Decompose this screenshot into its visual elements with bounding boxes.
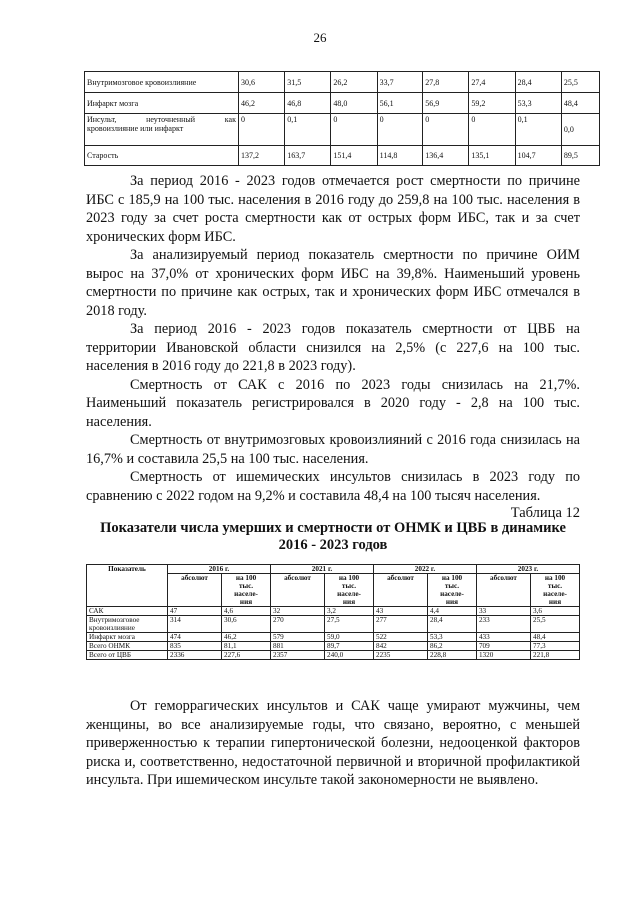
cell: 46,2 — [239, 93, 285, 114]
cell: 30,6 — [222, 616, 271, 633]
paragraph: Смертность от внутримозговых кровоизлияний с 2016 года снизилась на 16,7% и составила 25,5 на 100 тыс. населения. — [86, 432, 580, 467]
cell: 0,1 — [515, 114, 561, 146]
table-row — [85, 72, 600, 93]
cell: 31,5 — [285, 72, 331, 93]
cell: 1320 — [476, 651, 530, 660]
cell: 104,7 — [515, 146, 561, 166]
cell: 277 — [373, 616, 427, 633]
cell: 30,6 — [239, 72, 285, 93]
table-title-line: Показатели числа умерших и смертности от ОНМК и ЦВБ в динамике — [100, 520, 566, 536]
row-label: Всего ОНМК — [87, 642, 168, 651]
cell: 151,4 — [331, 146, 377, 166]
cell: 881 — [270, 642, 324, 651]
table-onmk-cvb — [86, 564, 580, 660]
row-label-line: кровоизлияние или инфаркт — [87, 124, 184, 133]
table-header-row — [87, 565, 580, 574]
cell: 136,4 — [423, 146, 469, 166]
cell: 0 — [331, 114, 377, 146]
cell: 43 — [373, 607, 427, 616]
cell: 32 — [270, 607, 324, 616]
cell: 33 — [476, 607, 530, 616]
table-row — [85, 93, 600, 114]
cell: 0 — [377, 114, 423, 146]
cell: 53,3 — [428, 633, 477, 642]
cell: 0,0 — [561, 114, 599, 146]
cell: 579 — [270, 633, 324, 642]
paragraph: Смертность от ишемических инсультов снизилась в 2023 году по сравнению с 2022 годом на 9,2% и составила 48,4 на 100 тысяч населения. — [86, 469, 580, 504]
table-row — [87, 642, 580, 651]
table-number: Таблица 12 — [510, 505, 580, 521]
cell: 842 — [373, 642, 427, 651]
paragraph: От геморрагических инсультов и САК чаще умирают мужчины, чем женщины, во все анализируемые годы, что связано, вероятно, с меньшей приверженностью к терапии гипертонической болезни, недооценкой факторов риска и, соответственно, недостаточной первичной и вторичной профилактикой инсульта. При ишемическом инсульте такой закономерности не выявлено. — [86, 698, 580, 788]
cell: 3,2 — [325, 607, 374, 616]
cell: 233 — [476, 616, 530, 633]
table-row — [87, 651, 580, 660]
cell: 228,8 — [428, 651, 477, 660]
cell: 2235 — [373, 651, 427, 660]
table-row — [87, 616, 580, 633]
cell: 27,5 — [325, 616, 374, 633]
year-header: 2021 г. — [270, 565, 373, 574]
cell: 163,7 — [285, 146, 331, 166]
year-header: 2023 г. — [476, 565, 579, 574]
subheader-absolute: абсолют — [373, 574, 427, 607]
cell: 433 — [476, 633, 530, 642]
cell: 240,0 — [325, 651, 374, 660]
cell: 26,2 — [331, 72, 377, 93]
cell: 227,6 — [222, 651, 271, 660]
cell: 0 — [469, 114, 515, 146]
table-row — [87, 607, 580, 616]
row-label: Инфаркт мозга — [87, 633, 168, 642]
cell: 4,6 — [222, 607, 271, 616]
cell: 3,6 — [531, 607, 580, 616]
table-title-line: 2016 - 2023 годов — [278, 537, 388, 553]
table-row — [87, 633, 580, 642]
row-label: Старость — [85, 146, 239, 166]
table-row — [85, 146, 600, 166]
subheader-absolute: абсолют — [476, 574, 530, 607]
subheader-rate: на 100 тыс. населе- ния — [325, 574, 374, 607]
cell: 59,0 — [325, 633, 374, 642]
cell: 114,8 — [377, 146, 423, 166]
cell: 28,4 — [428, 616, 477, 633]
subheader-absolute: абсолют — [270, 574, 324, 607]
cell: 56,9 — [423, 93, 469, 114]
row-label: Внутримозговое кровоизлияние — [87, 616, 168, 633]
cell: 59,2 — [469, 93, 515, 114]
cell: 4,4 — [428, 607, 477, 616]
cell: 86,2 — [428, 642, 477, 651]
cell: 25,5 — [531, 616, 580, 633]
cell: 47 — [168, 607, 222, 616]
cell: 48,0 — [331, 93, 377, 114]
cell: 53,3 — [515, 93, 561, 114]
cell: 77,3 — [531, 642, 580, 651]
cell: 709 — [476, 642, 530, 651]
row-label: Инфаркт мозга — [85, 93, 239, 114]
paragraph: За период 2016 - 2023 годов показатель смертности от ЦВБ на территории Ивановской области снизился на 2,5% (с 227,6 на 100 тыс. населения в 2016 году до 221,8 в 2023 году). — [86, 321, 580, 374]
cell: 0,1 — [285, 114, 331, 146]
cell: 48,4 — [561, 93, 599, 114]
cell: 46,2 — [222, 633, 271, 642]
cell: 135,1 — [469, 146, 515, 166]
cell: 89,5 — [561, 146, 599, 166]
cell: 137,2 — [239, 146, 285, 166]
column-header: Показатель — [87, 565, 168, 607]
cell: 314 — [168, 616, 222, 633]
row-label: Всего от ЦВБ — [87, 651, 168, 660]
table-title — [86, 520, 580, 554]
year-header: 2022 г. — [373, 565, 476, 574]
subheader-rate: на 100 тыс. населе- ния — [531, 574, 580, 607]
subheader-absolute: абсолют — [168, 574, 222, 607]
cell: 522 — [373, 633, 427, 642]
cell: 25,5 — [561, 72, 599, 93]
paragraph: За период 2016 - 2023 годов отмечается рост смертности по причине ИБС с 185,9 на 100 тыс. населения в 2016 году до 259,8 на 100 тыс. населения в 2023 году за счет роста смертности как от острых форм ИБС, так и за счет хронических форм ИБС. — [86, 173, 580, 245]
row-label — [85, 114, 239, 146]
cell: 56,1 — [377, 93, 423, 114]
body-text-block-1 — [86, 172, 580, 505]
cell: 2336 — [168, 651, 222, 660]
cell: 0 — [239, 114, 285, 146]
cell: 27,8 — [423, 72, 469, 93]
row-label-line: Инсульт, неуточненный как — [87, 115, 236, 124]
cell: 0 — [423, 114, 469, 146]
row-label: САК — [87, 607, 168, 616]
cell: 221,8 — [531, 651, 580, 660]
cell: 2357 — [270, 651, 324, 660]
cell: 28,4 — [515, 72, 561, 93]
subheader-rate: на 100 тыс. населе- ния — [222, 574, 271, 607]
body-text-block-2 — [86, 697, 580, 790]
cell: 46,8 — [285, 93, 331, 114]
cell: 33,7 — [377, 72, 423, 93]
cell: 89,7 — [325, 642, 374, 651]
table-mortality-causes — [84, 71, 600, 166]
cell: 81,1 — [222, 642, 271, 651]
cell: 474 — [168, 633, 222, 642]
page-number: 26 — [313, 30, 327, 45]
subheader-rate: на 100 тыс. населе- ния — [428, 574, 477, 607]
cell: 48,4 — [531, 633, 580, 642]
cell: 835 — [168, 642, 222, 651]
year-header: 2016 г. — [168, 565, 271, 574]
cell: 270 — [270, 616, 324, 633]
cell: 27,4 — [469, 72, 515, 93]
paragraph: За анализируемый период показатель смертности по причине ОИМ вырос на 37,0% от хронических форм ИБС на 39,8%. Наименьший уровень смертности по причине как острых, так и хронических форм ИБС отмечался в 2018 году. — [86, 247, 580, 319]
row-label: Внутримозговое кровоизлияние — [85, 72, 239, 93]
paragraph: Смертность от САК с 2016 по 2023 годы снизилась на 21,7%. Наименьший показатель регистрировался в 2020 году - 2,8 на 100 тыс. населения. — [86, 376, 580, 430]
table-row — [85, 114, 600, 146]
